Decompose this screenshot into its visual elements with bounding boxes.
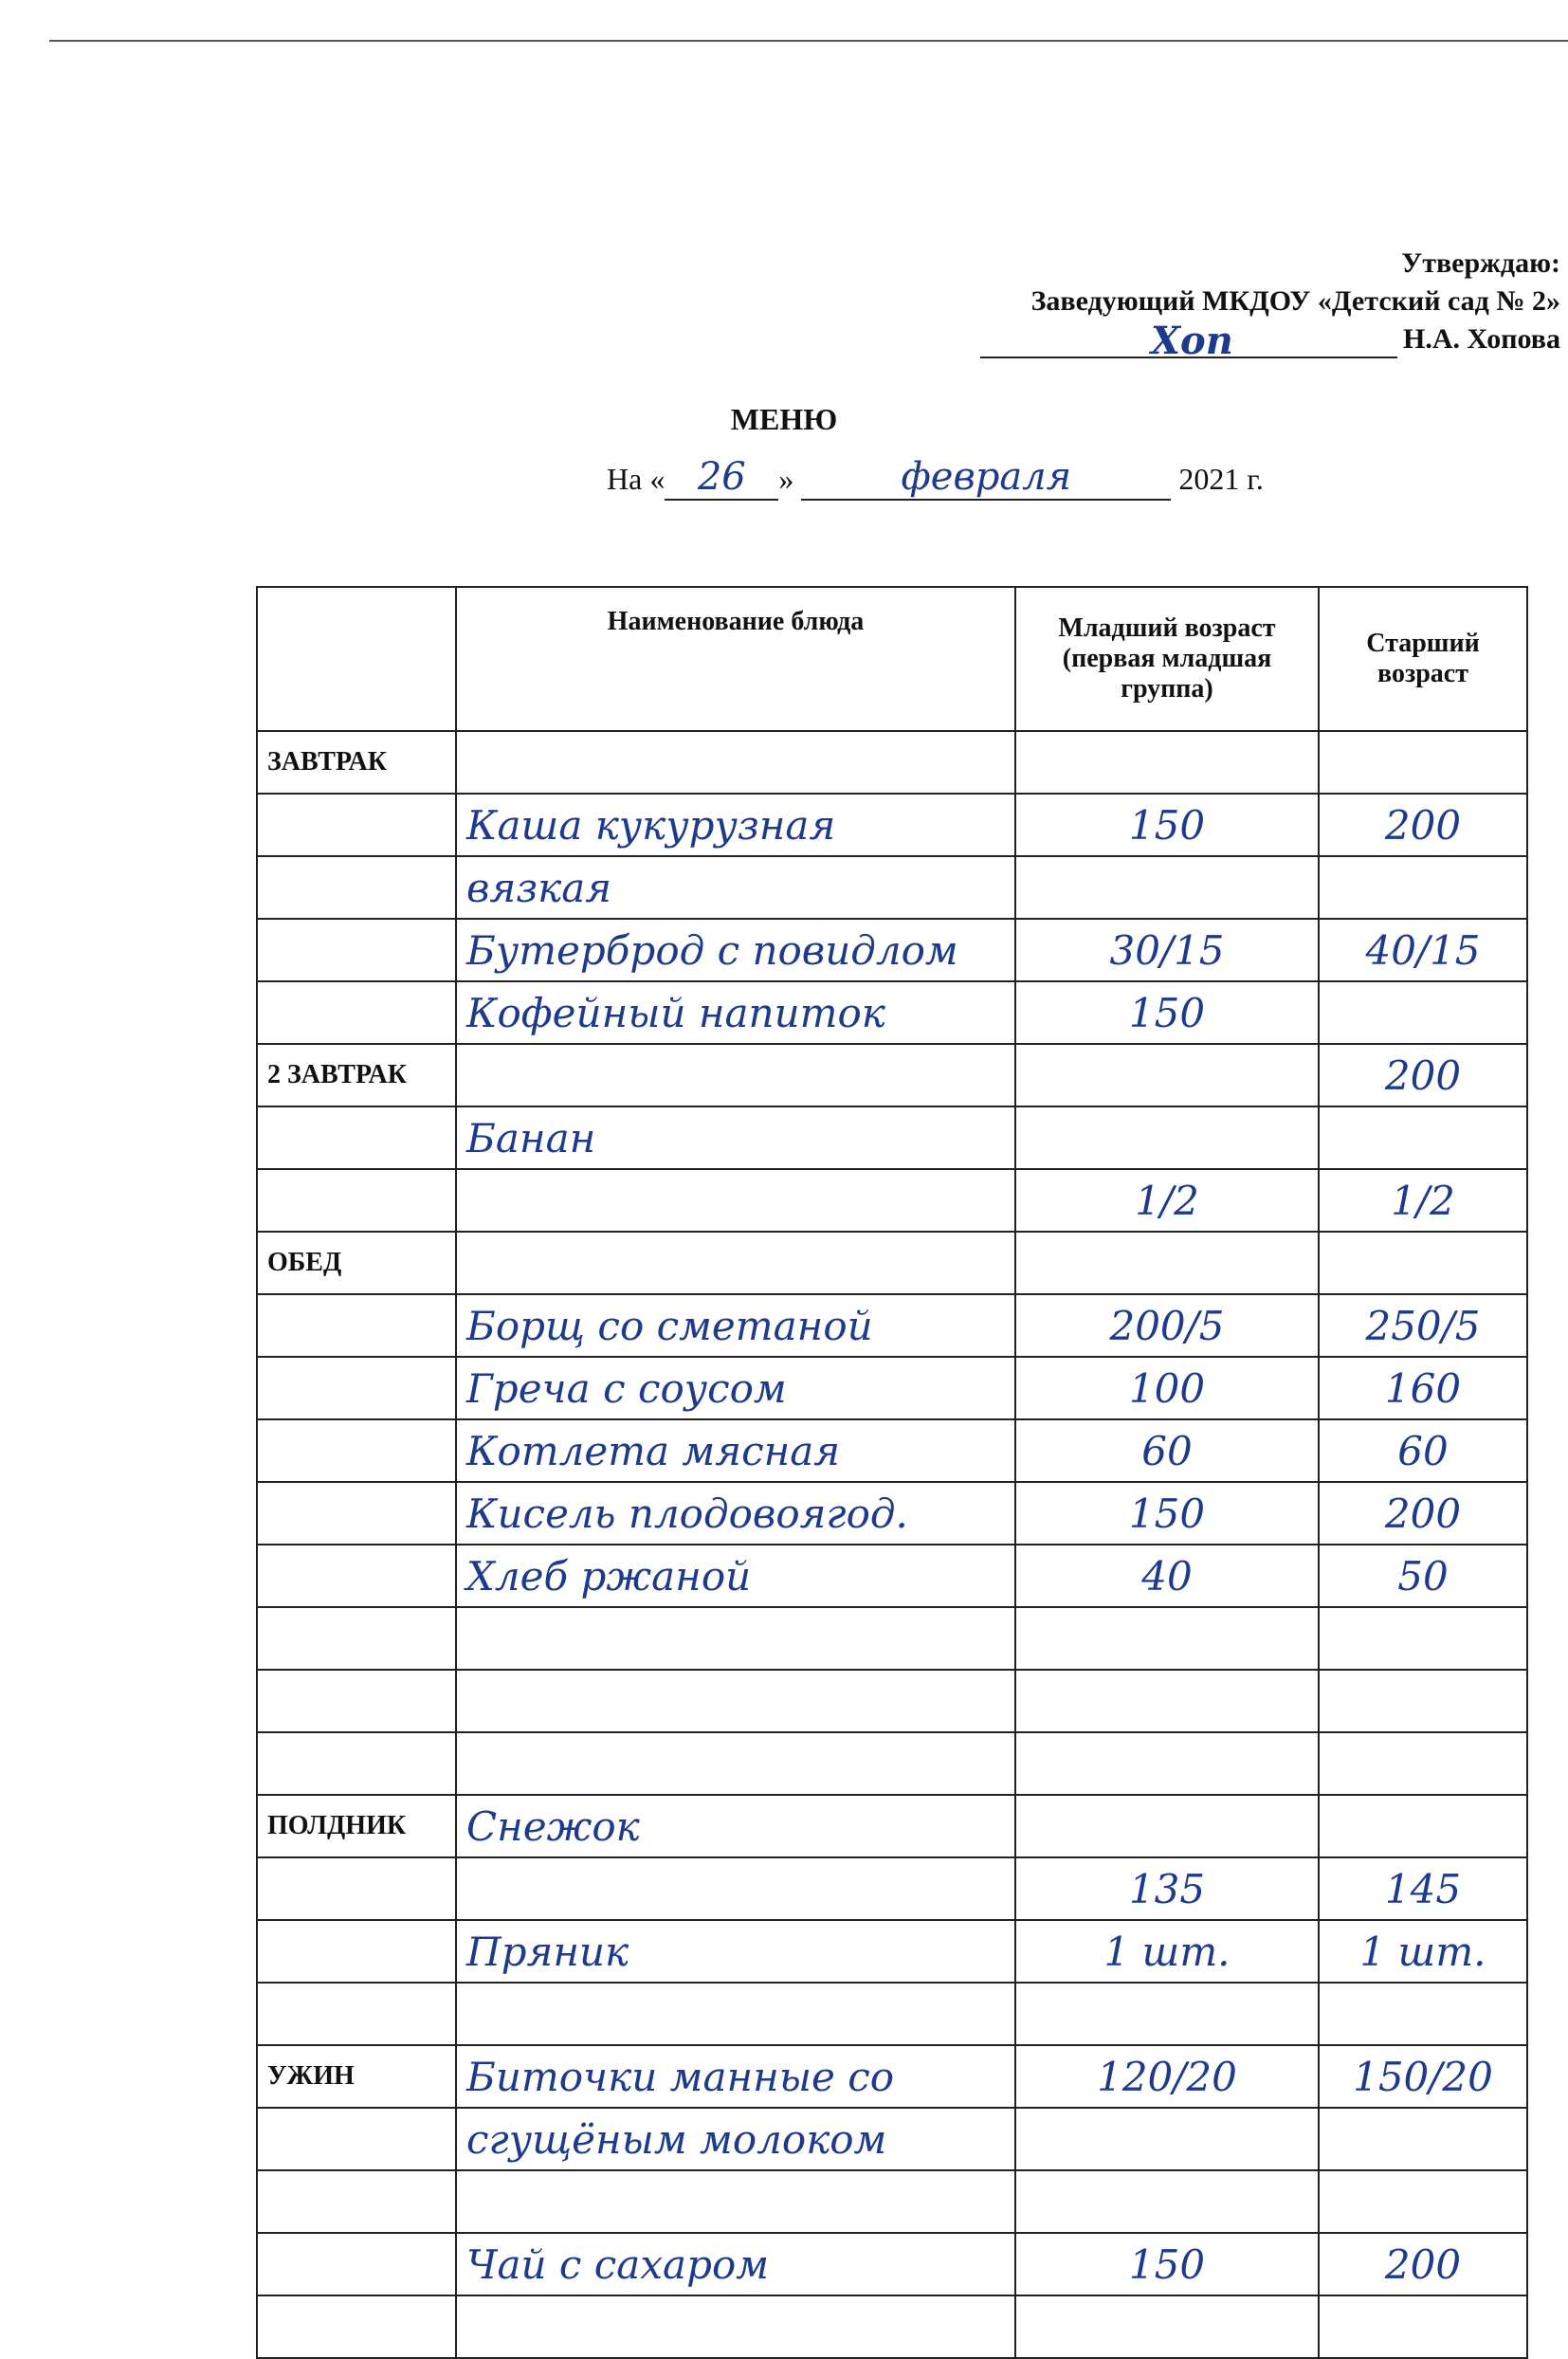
header-young: Младший возраст (первая младшая группа) — [1015, 587, 1319, 731]
dish-cell — [456, 731, 1015, 794]
young-portion-cell: 1/2 — [1015, 1169, 1319, 1232]
table-row — [257, 1983, 1527, 2045]
old-portion-cell: 50 — [1319, 1545, 1527, 1607]
table-row — [257, 2295, 1527, 2358]
dish-cell — [456, 1670, 1015, 1732]
meal-cell — [257, 1419, 456, 1482]
old-portion-cell: 250/5 — [1319, 1294, 1527, 1357]
approval-name: Н.А. Хопова — [1403, 323, 1560, 355]
dish-cell: Биточки манные со — [456, 2045, 1015, 2108]
table-row — [257, 731, 1527, 794]
table-row — [257, 1357, 1527, 1419]
dish-cell: вязкая — [456, 856, 1015, 919]
date-mid: » — [778, 462, 794, 496]
meal-cell — [257, 1482, 456, 1545]
dish-cell — [456, 1732, 1015, 1795]
young-portion-cell — [1015, 856, 1319, 919]
young-portion-cell — [1015, 1232, 1319, 1294]
header-meal — [257, 587, 456, 731]
dish-cell: Кисель плодовоягод. — [456, 1482, 1015, 1545]
table-row — [257, 1607, 1527, 1670]
table-row — [257, 1732, 1527, 1795]
old-portion-cell: 1/2 — [1319, 1169, 1527, 1232]
young-portion-cell — [1015, 2170, 1319, 2233]
dish-cell — [456, 1857, 1015, 1920]
meal-cell — [257, 1732, 456, 1795]
dish-cell: Борщ со сметаной — [456, 1294, 1015, 1357]
approval-position: Заведующий МКДОУ «Детский сад № 2» — [1030, 285, 1560, 317]
dish-cell: Каша кукурузная — [456, 794, 1015, 856]
table-row — [257, 1482, 1527, 1545]
dish-cell: Пряник — [456, 1920, 1015, 1983]
old-portion-cell — [1319, 1732, 1527, 1795]
old-portion-cell: 200 — [1319, 1044, 1527, 1106]
young-portion-cell: 150 — [1015, 981, 1319, 1044]
young-portion-cell: 120/20 — [1015, 2045, 1319, 2108]
meal-cell — [257, 1106, 456, 1169]
dish-cell — [456, 1607, 1015, 1670]
dish-cell: Кофейный напиток — [456, 981, 1015, 1044]
dish-cell: Греча с соусом — [456, 1357, 1015, 1419]
dish-cell — [456, 1169, 1015, 1232]
table-row — [257, 919, 1527, 981]
meal-cell — [257, 981, 456, 1044]
young-portion-cell: 100 — [1015, 1357, 1319, 1419]
young-portion-cell — [1015, 2108, 1319, 2170]
young-portion-cell: 150 — [1015, 2233, 1319, 2295]
header-dish: Наименование блюда — [456, 587, 1015, 731]
menu-table-body — [257, 731, 1527, 2358]
young-portion-cell — [1015, 1607, 1319, 1670]
table-row — [257, 2108, 1527, 2170]
young-portion-cell — [1015, 1106, 1319, 1169]
table-row — [257, 1545, 1527, 1607]
approval-block — [980, 245, 1560, 363]
old-portion-cell — [1319, 731, 1527, 794]
old-portion-cell: 150/20 — [1319, 2045, 1527, 2108]
dish-cell — [456, 2170, 1015, 2233]
young-portion-cell: 1 шт. — [1015, 1920, 1319, 1983]
header-old: Старший возраст — [1319, 587, 1527, 731]
young-portion-cell: 60 — [1015, 1419, 1319, 1482]
meal-cell — [257, 1983, 456, 2045]
table-row — [257, 1795, 1527, 1857]
page-title: МЕНЮ — [730, 402, 838, 436]
old-portion-cell: 200 — [1319, 794, 1527, 856]
old-portion-cell: 200 — [1319, 2233, 1527, 2295]
meal-cell — [257, 2295, 456, 2358]
table-row — [257, 1232, 1527, 1294]
table-row — [257, 1294, 1527, 1357]
dish-cell — [456, 1232, 1015, 1294]
dish-cell — [456, 1044, 1015, 1106]
old-portion-cell — [1319, 856, 1527, 919]
old-portion-cell — [1319, 1607, 1527, 1670]
table-row — [257, 1857, 1527, 1920]
dish-cell: Хлеб ржаной — [456, 1545, 1015, 1607]
table-header-row — [257, 587, 1527, 731]
table-row — [257, 794, 1527, 856]
approval-title: Утверждаю: — [1401, 247, 1560, 279]
meal-cell — [257, 1670, 456, 1732]
dish-cell: Бутерброд с повидлом — [456, 919, 1015, 981]
meal-cell — [257, 1607, 456, 1670]
meal-cell: ОБЕД — [257, 1232, 456, 1294]
table-row — [257, 1044, 1527, 1106]
young-portion-cell: 135 — [1015, 1857, 1319, 1920]
old-portion-cell — [1319, 1232, 1527, 1294]
dish-cell — [456, 1983, 1015, 2045]
date-month: февраля — [801, 455, 1171, 501]
date-day: 26 — [665, 455, 778, 501]
dish-cell: Котлета мясная — [456, 1419, 1015, 1482]
old-portion-cell — [1319, 2170, 1527, 2233]
meal-cell — [257, 794, 456, 856]
table-row — [257, 2170, 1527, 2233]
dish-cell: сгущёным молоком — [456, 2108, 1015, 2170]
table-row — [257, 856, 1527, 919]
old-portion-cell — [1319, 1670, 1527, 1732]
old-portion-cell — [1319, 1106, 1527, 1169]
old-portion-cell: 200 — [1319, 1482, 1527, 1545]
table-row — [257, 1169, 1527, 1232]
table-row — [257, 1670, 1527, 1732]
old-portion-cell — [1319, 2295, 1527, 2358]
meal-cell — [257, 856, 456, 919]
meal-cell — [257, 2233, 456, 2295]
meal-cell: УЖИН — [257, 2045, 456, 2108]
table-row — [257, 1920, 1527, 1983]
young-portion-cell — [1015, 1044, 1319, 1106]
young-portion-cell: 150 — [1015, 794, 1319, 856]
old-portion-cell: 145 — [1319, 1857, 1527, 1920]
table-row — [257, 1106, 1527, 1169]
meal-cell — [257, 1294, 456, 1357]
meal-cell — [257, 1169, 456, 1232]
young-portion-cell — [1015, 2295, 1319, 2358]
young-portion-cell — [1015, 1732, 1319, 1795]
meal-cell — [257, 919, 456, 981]
table-row — [257, 981, 1527, 1044]
meal-cell — [257, 1357, 456, 1419]
meal-cell — [257, 1920, 456, 1983]
young-portion-cell — [1015, 731, 1319, 794]
top-divider — [49, 40, 1568, 42]
young-portion-cell: 30/15 — [1015, 919, 1319, 981]
old-portion-cell — [1319, 2108, 1527, 2170]
handwritten-signature: Хоп — [1151, 319, 1233, 363]
approval-signature-line — [980, 319, 1560, 363]
table-row — [257, 1419, 1527, 1482]
signature-underline — [980, 319, 1397, 363]
menu-date — [607, 455, 1264, 501]
table-row — [257, 2233, 1527, 2295]
young-portion-cell — [1015, 1983, 1319, 2045]
meal-cell — [257, 1545, 456, 1607]
meal-cell: ПОЛДНИК — [257, 1795, 456, 1857]
old-portion-cell — [1319, 981, 1527, 1044]
old-portion-cell: 40/15 — [1319, 919, 1527, 981]
young-portion-cell — [1015, 1670, 1319, 1732]
old-portion-cell: 160 — [1319, 1357, 1527, 1419]
meal-cell — [257, 1857, 456, 1920]
young-portion-cell: 200/5 — [1015, 1294, 1319, 1357]
dish-cell — [456, 2295, 1015, 2358]
date-year: 2021 г. — [1178, 462, 1264, 496]
meal-cell: 2 ЗАВТРАК — [257, 1044, 456, 1106]
young-portion-cell — [1015, 1795, 1319, 1857]
old-portion-cell: 60 — [1319, 1419, 1527, 1482]
table-row — [257, 2045, 1527, 2108]
date-prefix: На « — [607, 462, 665, 496]
dish-cell: Снежок — [456, 1795, 1015, 1857]
young-portion-cell: 40 — [1015, 1545, 1319, 1607]
menu-table — [256, 586, 1528, 2359]
meal-cell: ЗАВТРАК — [257, 731, 456, 794]
old-portion-cell: 1 шт. — [1319, 1920, 1527, 1983]
old-portion-cell — [1319, 1795, 1527, 1857]
old-portion-cell — [1319, 1983, 1527, 2045]
young-portion-cell: 150 — [1015, 1482, 1319, 1545]
dish-cell: Банан — [456, 1106, 1015, 1169]
meal-cell — [257, 2170, 456, 2233]
meal-cell — [257, 2108, 456, 2170]
dish-cell: Чай с сахаром — [456, 2233, 1015, 2295]
